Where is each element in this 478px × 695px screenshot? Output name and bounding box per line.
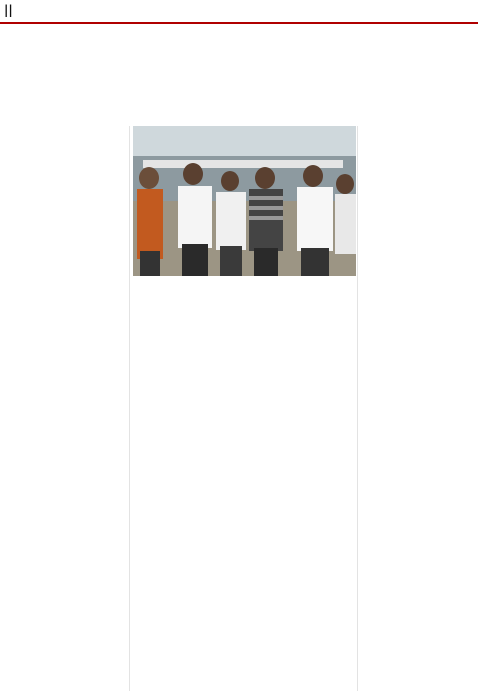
column-divider xyxy=(129,126,130,691)
column-1 xyxy=(9,128,126,690)
editor-note xyxy=(174,112,430,122)
column-3 xyxy=(255,288,369,688)
page-header xyxy=(0,0,478,24)
section-label: || xyxy=(4,3,13,17)
group-photo-image xyxy=(133,126,356,276)
header-info xyxy=(120,6,127,12)
column-2 xyxy=(133,288,248,688)
news-photo xyxy=(133,126,356,276)
column-4 xyxy=(361,128,475,690)
